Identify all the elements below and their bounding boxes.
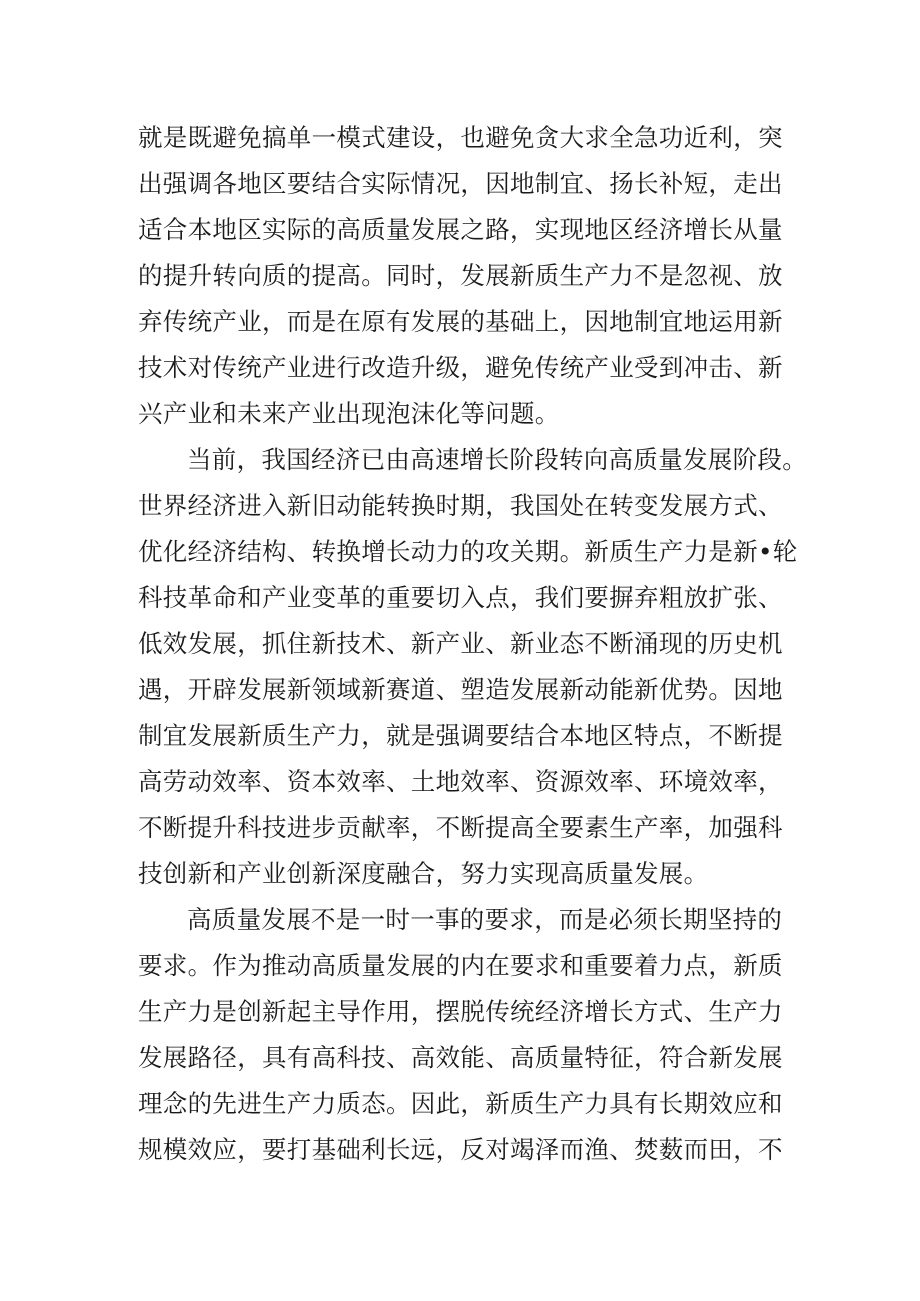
paragraph-2-line-2: 世界经济进入新旧动能转换时期，我国处在转变发展方式、 [138, 491, 783, 520]
paragraph-2-line-10: 技创新和产业创新深度融合，努力实现高质量发展。 [138, 859, 709, 888]
paragraph-1-line-3: 适合本地区实际的高质量发展之路，实现地区经济增长从量 [138, 215, 783, 244]
paragraph-2-line-5: 低效发展，抓住新技术、新产业、新业态不断涌现的历史机 [138, 629, 783, 658]
paragraph-3-line-2: 要求。作为推动高质量发展的内在要求和重要着力点，新质 [138, 951, 783, 980]
paragraph-2-line-1: 当前，我国经济已由高速增长阶段转向高质量发展阶段。 [187, 445, 807, 474]
paragraph-2-line-8: 高劳动效率、资本效率、土地效率、资源效率、环境效率， [138, 767, 783, 796]
paragraph-1-line-5: 弃传统产业，而是在原有发展的基础上，因地制宜地运用新 [138, 307, 783, 336]
paragraph-2-line-4: 科技革命和产业变革的重要切入点，我们要摒弃粗放扩张、 [138, 583, 783, 612]
paragraph-3-line-4: 发展路径，具有高科技、高效能、高质量特征，符合新发展 [138, 1043, 783, 1072]
paragraph-3-line-5: 理念的先进生产力质态。因此，新质生产力具有长期效应和 [138, 1089, 783, 1118]
paragraph-2-line-7: 制宜发展新质生产力，就是强调要结合本地区特点，不断提 [138, 721, 783, 750]
paragraph-3-line-6: 规模效应，要打基础利长远，反对竭泽而渔、焚薮而田，不 [138, 1135, 783, 1164]
paragraph-1-line-4: 的提升转向质的提高。同时，发展新质生产力不是忽视、放 [138, 261, 783, 290]
paragraph-2-line-9: 不断提升科技进步贡献率，不断提高全要素生产率，加强科 [138, 813, 783, 842]
paragraph-1-line-7: 兴产业和未来产业出现泡沫化等问题。 [138, 399, 560, 428]
paragraph-3-line-1: 高质量发展不是一时一事的要求，而是必须长期坚持的 [187, 905, 783, 934]
paragraph-2-line-6: 遇，开辟发展新领域新赛道、塑造发展新动能新优势。因地 [138, 675, 783, 704]
paragraph-1-line-6: 技术对传统产业进行改造升级，避免传统产业受到冲击、新 [138, 353, 783, 382]
paragraph-3-line-3: 生产力是创新起主导作用，摆脱传统经济增长方式、生产力 [138, 997, 783, 1026]
paragraph-1-line-1: 就是既避免搞单一模式建设，也避免贪大求全急功近利，突 [138, 123, 783, 152]
paragraph-2-line-3: 优化经济结构、转换增长动力的攻关期。新质生产力是新•轮 [138, 537, 798, 566]
paragraph-1-line-2: 出强调各地区要结合实际情况，因地制宜、扬长补短，走出 [138, 169, 783, 198]
